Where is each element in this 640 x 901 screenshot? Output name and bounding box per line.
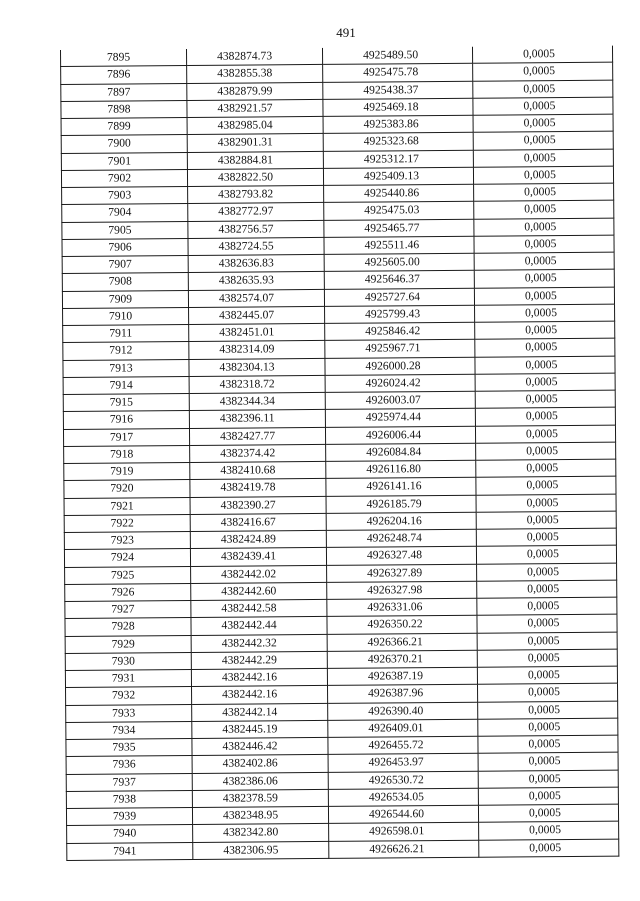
point-number-cell: 7941 [67, 842, 193, 860]
y-coordinate-cell: 4926003.07 [325, 391, 475, 409]
value-cell: 0,0005 [475, 373, 615, 391]
x-coordinate-cell: 4382396.11 [189, 410, 325, 428]
y-coordinate-cell: 4926024.42 [325, 374, 475, 392]
y-coordinate-cell: 4925605.00 [324, 253, 474, 271]
coordinates-table [60, 46, 619, 861]
x-coordinate-cell: 4382874.73 [186, 48, 322, 66]
y-coordinate-cell: 4925489.50 [322, 47, 472, 65]
y-coordinate-cell: 4926530.72 [328, 771, 478, 789]
y-coordinate-cell: 4925727.64 [324, 288, 474, 306]
y-coordinate-cell: 4926084.84 [326, 443, 476, 461]
x-coordinate-cell: 4382879.99 [187, 82, 323, 100]
point-number-cell: 7936 [66, 756, 192, 774]
value-cell: 0,0005 [478, 804, 618, 822]
table-row [67, 839, 619, 861]
x-coordinate-cell: 4382419.78 [190, 479, 326, 497]
x-coordinate-cell: 4382855.38 [187, 65, 323, 83]
point-number-cell: 7901 [61, 152, 187, 170]
value-cell: 0,0005 [477, 563, 617, 581]
coordinates-table-wrapper [60, 46, 618, 861]
x-coordinate-cell: 4382442.16 [192, 686, 328, 704]
value-cell: 0,0005 [478, 752, 618, 770]
x-coordinate-cell: 4382390.27 [190, 496, 326, 514]
point-number-cell: 7918 [64, 445, 190, 463]
point-number-cell: 7933 [66, 704, 192, 722]
point-number-cell: 7922 [64, 514, 190, 532]
point-number-cell: 7926 [65, 583, 191, 601]
value-cell: 0,0005 [475, 390, 615, 408]
value-cell: 0,0005 [479, 839, 619, 857]
value-cell: 0,0005 [474, 235, 614, 253]
point-number-cell: 7908 [62, 273, 188, 291]
x-coordinate-cell: 4382442.14 [192, 703, 328, 721]
point-number-cell: 7913 [63, 359, 189, 377]
y-coordinate-cell: 4926534.05 [328, 788, 478, 806]
x-coordinate-cell: 4382306.95 [193, 841, 329, 859]
value-cell: 0,0005 [474, 252, 614, 270]
value-cell: 0,0005 [475, 321, 615, 339]
point-number-cell: 7915 [63, 393, 189, 411]
x-coordinate-cell: 4382439.41 [190, 548, 326, 566]
y-coordinate-cell: 4925323.68 [323, 133, 473, 151]
point-number-cell: 7921 [64, 497, 190, 515]
y-coordinate-cell: 4926327.48 [326, 546, 476, 564]
point-number-cell: 7935 [66, 738, 192, 756]
x-coordinate-cell: 4382386.06 [192, 772, 328, 790]
x-coordinate-cell: 4382442.29 [191, 651, 327, 669]
y-coordinate-cell: 4926453.97 [328, 753, 478, 771]
point-number-cell: 7903 [62, 187, 188, 205]
point-number-cell: 7898 [61, 100, 187, 118]
point-number-cell: 7924 [64, 549, 190, 567]
y-coordinate-cell: 4926185.79 [326, 495, 476, 513]
y-coordinate-cell: 4926141.16 [326, 477, 476, 495]
point-number-cell: 7929 [65, 635, 191, 653]
value-cell: 0,0005 [477, 683, 617, 701]
x-coordinate-cell: 4382342.80 [193, 824, 329, 842]
value-cell: 0,0005 [478, 770, 618, 788]
value-cell: 0,0005 [474, 183, 614, 201]
y-coordinate-cell: 4926248.74 [326, 529, 476, 547]
y-coordinate-cell: 4926598.01 [329, 822, 479, 840]
y-coordinate-cell: 4925312.17 [323, 150, 473, 168]
value-cell: 0,0005 [475, 407, 615, 425]
point-number-cell: 7927 [65, 600, 191, 618]
x-coordinate-cell: 4382427.77 [189, 427, 325, 445]
value-cell: 0,0005 [476, 494, 616, 512]
value-cell: 0,0005 [475, 356, 615, 374]
y-coordinate-cell: 4926370.21 [327, 650, 477, 668]
y-coordinate-cell: 4926204.16 [326, 512, 476, 530]
point-number-cell: 7930 [65, 652, 191, 670]
x-coordinate-cell: 4382985.04 [187, 116, 323, 134]
y-coordinate-cell: 4925438.37 [323, 81, 473, 99]
value-cell: 0,0005 [477, 649, 617, 667]
x-coordinate-cell: 4382378.59 [192, 789, 328, 807]
point-number-cell: 7902 [61, 169, 187, 187]
value-cell: 0,0005 [474, 287, 614, 305]
x-coordinate-cell: 4382822.50 [187, 168, 323, 186]
y-coordinate-cell: 4926331.06 [327, 598, 477, 616]
x-coordinate-cell: 4382445.19 [192, 720, 328, 738]
x-coordinate-cell: 4382574.07 [188, 289, 324, 307]
y-coordinate-cell: 4926006.44 [325, 426, 475, 444]
value-cell: 0,0005 [478, 701, 618, 719]
point-number-cell: 7931 [65, 669, 191, 687]
y-coordinate-cell: 4925469.18 [323, 98, 473, 116]
x-coordinate-cell: 4382424.89 [190, 530, 326, 548]
y-coordinate-cell: 4926387.19 [327, 667, 477, 685]
y-coordinate-cell: 4926455.72 [328, 736, 478, 754]
y-coordinate-cell: 4926350.22 [327, 615, 477, 633]
point-number-cell: 7920 [64, 480, 190, 498]
value-cell: 0,0005 [473, 62, 613, 80]
x-coordinate-cell: 4382901.31 [187, 134, 323, 152]
y-coordinate-cell: 4925465.77 [324, 219, 474, 237]
x-coordinate-cell: 4382884.81 [187, 151, 323, 169]
x-coordinate-cell: 4382410.68 [190, 461, 326, 479]
point-number-cell: 7937 [66, 773, 192, 791]
value-cell: 0,0005 [476, 459, 616, 477]
point-number-cell: 7925 [65, 566, 191, 584]
point-number-cell: 7897 [61, 83, 187, 101]
point-number-cell: 7906 [62, 238, 188, 256]
point-number-cell: 7899 [61, 118, 187, 136]
y-coordinate-cell: 4926390.40 [328, 702, 478, 720]
value-cell: 0,0005 [473, 166, 613, 184]
point-number-cell: 7928 [65, 618, 191, 636]
x-coordinate-cell: 4382756.57 [188, 220, 324, 238]
y-coordinate-cell: 4926327.98 [327, 581, 477, 599]
value-cell: 0,0005 [477, 632, 617, 650]
value-cell: 0,0005 [476, 511, 616, 529]
value-cell: 0,0005 [478, 718, 618, 736]
value-cell: 0,0005 [474, 269, 614, 287]
y-coordinate-cell: 4925440.86 [324, 184, 474, 202]
value-cell: 0,0005 [473, 80, 613, 98]
value-cell: 0,0005 [475, 425, 615, 443]
x-coordinate-cell: 4382348.95 [192, 806, 328, 824]
x-coordinate-cell: 4382416.67 [190, 513, 326, 531]
value-cell: 0,0005 [478, 735, 618, 753]
x-coordinate-cell: 4382442.02 [191, 565, 327, 583]
value-cell: 0,0005 [477, 614, 617, 632]
value-cell: 0,0005 [475, 338, 615, 356]
value-cell: 0,0005 [477, 580, 617, 598]
point-number-cell: 7938 [66, 790, 192, 808]
x-coordinate-cell: 4382314.09 [189, 341, 325, 359]
point-number-cell: 7896 [61, 66, 187, 84]
value-cell: 0,0005 [473, 149, 613, 167]
point-number-cell: 7904 [62, 204, 188, 222]
point-number-cell: 7909 [62, 290, 188, 308]
point-number-cell: 7900 [61, 135, 187, 153]
y-coordinate-cell: 4925846.42 [325, 322, 475, 340]
value-cell: 0,0005 [477, 666, 617, 684]
value-cell: 0,0005 [476, 442, 616, 460]
value-cell: 0,0005 [476, 476, 616, 494]
y-coordinate-cell: 4926366.21 [327, 633, 477, 651]
y-coordinate-cell: 4926544.60 [328, 805, 478, 823]
coordinates-table-body [60, 46, 618, 861]
y-coordinate-cell: 4925974.44 [325, 408, 475, 426]
y-coordinate-cell: 4925967.71 [325, 340, 475, 358]
point-number-cell: 7923 [64, 531, 190, 549]
value-cell: 0,0005 [473, 114, 613, 132]
point-number-cell: 7940 [67, 825, 193, 843]
x-coordinate-cell: 4382442.16 [191, 668, 327, 686]
x-coordinate-cell: 4382636.83 [188, 254, 324, 272]
value-cell: 0,0005 [474, 200, 614, 218]
point-number-cell: 7916 [63, 411, 189, 429]
y-coordinate-cell: 4926327.89 [327, 564, 477, 582]
x-coordinate-cell: 4382374.42 [190, 444, 326, 462]
x-coordinate-cell: 4382402.86 [192, 755, 328, 773]
y-coordinate-cell: 4925383.86 [323, 115, 473, 133]
point-number-cell: 7939 [66, 807, 192, 825]
value-cell: 0,0005 [474, 218, 614, 236]
point-number-cell: 7911 [63, 324, 189, 342]
x-coordinate-cell: 4382344.34 [189, 392, 325, 410]
y-coordinate-cell: 4926116.80 [326, 460, 476, 478]
point-number-cell: 7919 [64, 462, 190, 480]
y-coordinate-cell: 4925475.03 [324, 202, 474, 220]
y-coordinate-cell: 4925799.43 [325, 305, 475, 323]
point-number-cell: 7917 [63, 428, 189, 446]
point-number-cell: 7910 [63, 307, 189, 325]
x-coordinate-cell: 4382304.13 [189, 358, 325, 376]
point-number-cell: 7932 [66, 687, 192, 705]
value-cell: 0,0005 [478, 787, 618, 805]
point-number-cell: 7907 [62, 256, 188, 274]
point-number-cell: 7905 [62, 221, 188, 239]
value-cell: 0,0005 [473, 131, 613, 149]
value-cell: 0,0005 [476, 528, 616, 546]
value-cell: 0,0005 [472, 46, 612, 64]
x-coordinate-cell: 4382772.97 [188, 203, 324, 221]
value-cell: 0,0005 [477, 597, 617, 615]
value-cell: 0,0005 [476, 545, 616, 563]
x-coordinate-cell: 4382724.55 [188, 237, 324, 255]
x-coordinate-cell: 4382793.82 [188, 185, 324, 203]
value-cell: 0,0005 [475, 304, 615, 322]
point-number-cell: 7914 [63, 376, 189, 394]
value-cell: 0,0005 [473, 97, 613, 115]
x-coordinate-cell: 4382635.93 [188, 272, 324, 290]
x-coordinate-cell: 4382445.07 [189, 306, 325, 324]
page-number: 491 [336, 25, 356, 40]
y-coordinate-cell: 4925475.78 [323, 64, 473, 82]
x-coordinate-cell: 4382442.32 [191, 634, 327, 652]
x-coordinate-cell: 4382442.60 [191, 582, 327, 600]
x-coordinate-cell: 4382442.44 [191, 617, 327, 635]
y-coordinate-cell: 4926000.28 [325, 357, 475, 375]
point-number-cell: 7912 [63, 342, 189, 360]
x-coordinate-cell: 4382446.42 [192, 737, 328, 755]
point-number-cell: 7895 [60, 49, 186, 67]
y-coordinate-cell: 4925511.46 [324, 236, 474, 254]
y-coordinate-cell: 4925409.13 [323, 167, 473, 185]
y-coordinate-cell: 4926409.01 [328, 719, 478, 737]
x-coordinate-cell: 4382921.57 [187, 99, 323, 117]
y-coordinate-cell: 4926387.96 [328, 684, 478, 702]
y-coordinate-cell: 4925646.37 [324, 271, 474, 289]
value-cell: 0,0005 [479, 821, 619, 839]
point-number-cell: 7934 [66, 721, 192, 739]
y-coordinate-cell: 4926626.21 [329, 840, 479, 858]
x-coordinate-cell: 4382442.58 [191, 599, 327, 617]
x-coordinate-cell: 4382451.01 [189, 323, 325, 341]
x-coordinate-cell: 4382318.72 [189, 375, 325, 393]
